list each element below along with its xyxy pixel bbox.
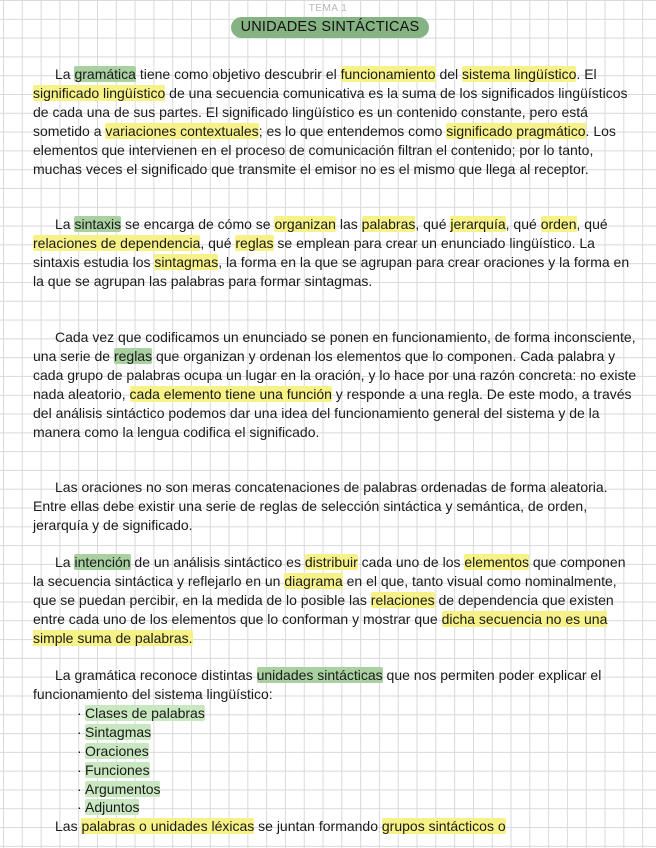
highlight-yellow: variaciones contextuales [105, 122, 259, 139]
text: , qué [576, 216, 608, 232]
text: La [55, 216, 75, 232]
paragraph-1 [33, 65, 638, 178]
highlight-yellow: diagrama [284, 572, 343, 589]
text: , qué [200, 234, 236, 251]
highlight-yellow: sistema lingüístico [462, 66, 577, 82]
paragraph-5 [33, 553, 638, 648]
text: de un análisis sintáctico es [130, 554, 305, 570]
list-item-label: Adjuntos [85, 799, 140, 816]
text: que organizan y ordenan los elementos que lo componen. Cada palabra y cada grupo de palabras ocupa un lugar en la oración, y lo hace por una razón concreta: no existe nada aleatorio, [33, 347, 637, 402]
text: y responde a una regla. De este modo, a través del análisis sintáctico podemos dar una idea del funcionamiento general del sistema y de la manera como la lengua codifica el significado. [33, 385, 632, 440]
list-item-label: Oraciones [85, 742, 149, 759]
list-item-label: Argumentos [85, 780, 161, 797]
highlight-yellow: significado lingüístico [33, 84, 166, 101]
highlight-green: intención [74, 554, 131, 570]
text: se emplean para crear un enunciado lingüístico. La sintaxis estudia los [33, 234, 595, 270]
text: que nos permiten poder explicar el funcionamiento del sistema lingüístico: [33, 667, 602, 702]
highlight-yellow: cada elemento tiene una función [129, 385, 332, 402]
paragraph-4 [33, 478, 638, 535]
highlight-yellow: reglas [235, 234, 274, 251]
text: Las [55, 818, 82, 834]
highlight-yellow: sintagmas [154, 253, 219, 270]
list-item [77, 742, 377, 761]
page-title: UNIDADES SINTÁCTICAS [231, 17, 429, 38]
list-item [77, 780, 377, 799]
paragraph-2 [33, 215, 638, 291]
text: . Los elementos que intervienen en el proceso de comunicación filtran el contenido; por lo tanto, muchas veces el significado que transmite el emisor no es el mismo que llega al receptor. [33, 122, 616, 177]
text: cada uno de los [357, 554, 465, 570]
text: del [435, 66, 463, 82]
bullet: · [77, 742, 82, 759]
text: , qué [505, 216, 541, 232]
text: . El [576, 66, 597, 82]
highlight-yellow: distribuir [304, 554, 358, 570]
text: en el que, tanto visual como nominalmente, que se puedan percibir, en la medida de lo posible las [33, 572, 617, 608]
text: se juntan formando [254, 818, 382, 834]
text: se encarga de cómo se [121, 216, 275, 232]
highlight-yellow: dicha secuencia no es una simple suma de palabras. [33, 610, 608, 646]
text: La [55, 554, 75, 570]
highlight-yellow: funcionamiento [340, 66, 436, 82]
text: que componen la secuencia sintáctica y reflejarlo en un [33, 554, 626, 589]
list-item-label: Sintagmas [85, 723, 152, 740]
paragraph-7 [55, 817, 638, 836]
bullet: · [77, 723, 82, 740]
highlight-yellow: elementos [464, 554, 529, 570]
text: , qué [415, 216, 451, 232]
text: las [335, 216, 362, 232]
text: de dependencia que existen entre cada uno de los elementos que lo conforman y mostrar que [33, 591, 614, 627]
text: La [55, 66, 75, 82]
highlight-yellow: palabras o unidades léxicas [81, 818, 255, 834]
highlight-yellow: orden [540, 216, 577, 232]
highlight-yellow: significado pragmático [446, 122, 586, 139]
chapter-label: TEMA 1 [308, 3, 348, 14]
bullet: · [77, 705, 82, 721]
highlight-green: reglas [113, 347, 153, 364]
list-item [77, 761, 377, 780]
list-item [77, 798, 377, 817]
paragraph-3 [33, 328, 638, 441]
list-item [77, 704, 377, 723]
paragraph-6 [33, 666, 638, 704]
highlight-yellow: organizan [274, 216, 336, 232]
bullet: · [77, 780, 82, 797]
bullet: · [77, 761, 82, 778]
bullet: · [77, 799, 82, 816]
text: de una secuencia comunicativa es la suma de los significados lingüísticos de cada una de sus partes. El significado lingüístico es un contenido constante, pero está sometido a [33, 84, 628, 139]
highlight-yellow: relaciones de dependencia [33, 234, 201, 251]
text: Las oraciones no son meras concatenaciones de palabras ordenadas de forma aleatoria. Entre ellas debe existir una serie de reglas de selección sintáctica y semántica, de orden, jerarquía y de significado. [33, 479, 608, 533]
highlight-green: gramática [74, 66, 136, 82]
highlight-yellow: jerarquía [450, 216, 506, 232]
highlight-yellow: grupos sintácticos o [381, 818, 506, 834]
highlight-yellow: palabras [361, 216, 416, 232]
highlight-yellow: relaciones [370, 591, 435, 608]
list-item-label: Funciones [85, 761, 150, 778]
list-item-label: Clases de palabras [85, 705, 205, 721]
text: , la forma en la que se agrupan para crear oraciones y la forma en la que se agrupan las palabras para formar sintagmas. [33, 253, 630, 289]
list-item [77, 723, 377, 742]
highlight-green: unidades sintácticas [256, 667, 383, 683]
text: La gramática reconoce distintas [55, 667, 257, 683]
syntactic-units-list [77, 704, 377, 817]
text: ; es lo que entendemos como [258, 122, 447, 139]
text: Cada vez que codificamos un enunciado se ponen en funcionamiento, de forma inconsciente, una serie de [33, 329, 636, 364]
text: tiene como objetivo descubrir el [135, 66, 341, 82]
highlight-green: sintaxis [74, 216, 122, 232]
